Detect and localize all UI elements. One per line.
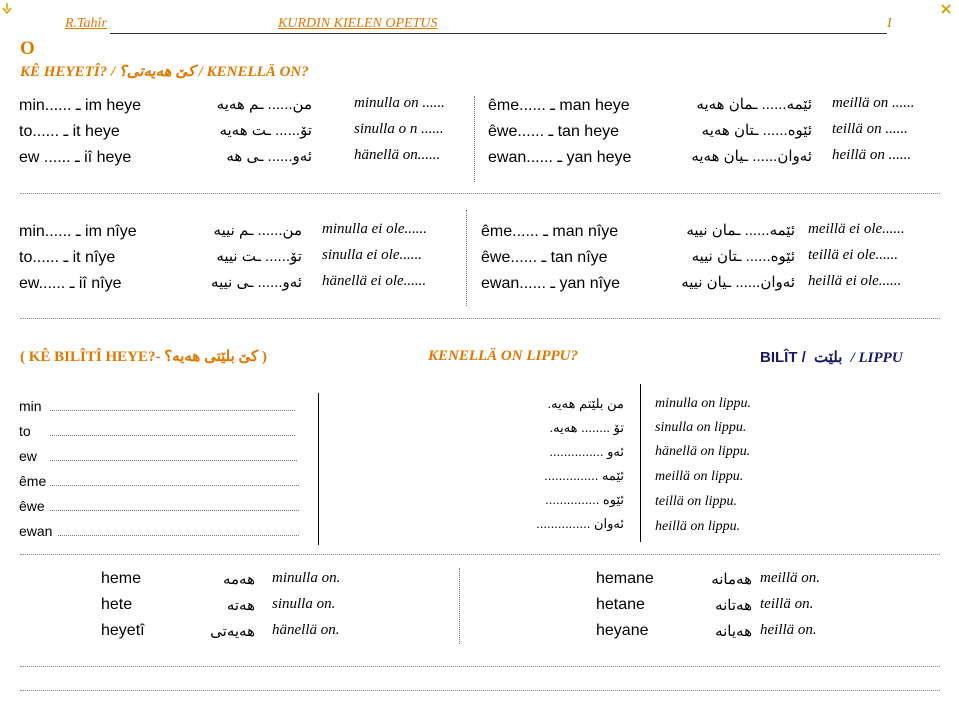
exercise-ar-0: من بلێتم هەیە. <box>547 396 624 411</box>
neg-right-fi-0: meillä ei ole...... <box>808 221 905 237</box>
neg-right-fi-2: heillä ei ole...... <box>808 273 902 289</box>
neg-left-ku-2: ew...... ـ iî nîye <box>19 275 122 292</box>
bottom-right-fi-2: heillä on. <box>760 622 817 638</box>
pos-left-ar-0: من...... ـم هەیە <box>216 96 312 113</box>
rule-5 <box>20 690 940 691</box>
neg-right-ar-0: ئێمە...... ـمان نیيە <box>686 222 795 239</box>
bottom-right-ar-1: هەتانە <box>715 597 752 614</box>
neg-left-ku-1: to...... ـ it nîye <box>19 249 116 266</box>
pos-right-ku-1: êwe...... ـ tan heye <box>488 123 619 140</box>
rule-4 <box>20 666 940 667</box>
rule-1 <box>20 193 940 194</box>
ticket-question-fi: KENELLÄ ON LIPPU? <box>428 348 578 364</box>
exercise-pronoun-1: to <box>19 423 31 439</box>
bottom-right-fi-1: teillä on. <box>760 596 814 612</box>
arrow-icon <box>2 2 12 14</box>
pos-right-fi-1: teillä on ...... <box>832 121 908 137</box>
pos-left-ku-2: ew ...... ـ iî heye <box>19 149 132 166</box>
ticket-question-ku: ( KÊ BILÎTÎ HEYE?- کێ بلێتی هەیە؟ ) <box>20 349 267 365</box>
page-number: I <box>887 16 892 31</box>
bottom-right-ar-0: هەمانە <box>711 571 752 588</box>
divider-middle <box>466 210 467 306</box>
answer-line-0[interactable] <box>50 410 295 411</box>
bottom-right-fi-0: meillä on. <box>760 570 820 586</box>
pos-right-fi-0: meillä on ...... <box>832 95 915 111</box>
bottom-right-ku-1: hetane <box>596 596 645 613</box>
exercise-ar-2: ئەو ............... <box>549 444 624 459</box>
answer-line-5[interactable] <box>58 535 299 536</box>
pos-left-fi-2: hänellä on...... <box>354 147 441 163</box>
rule-2 <box>20 318 940 319</box>
bottom-left-fi-0: minulla on. <box>272 570 341 586</box>
vocab-ar: بلێت <box>814 349 843 366</box>
bottom-left-ku-0: heme <box>101 570 142 587</box>
neg-left-ar-2: ئەو...... ـی نیيە <box>211 274 302 291</box>
divider-exercise-left <box>318 393 319 545</box>
pos-left-fi-0: minulla on ...... <box>354 95 445 111</box>
neg-left-fi-1: sinulla ei ole...... <box>322 247 422 263</box>
neg-right-ar-2: ئەوان...... ـیان نیيە <box>681 274 795 291</box>
answer-line-1[interactable] <box>50 435 295 436</box>
exercise-fi-4: teillä on lippu. <box>655 494 738 509</box>
exercise-ar-4: ئێوە ............... <box>545 492 624 507</box>
bottom-right-ar-2: هەیانە <box>715 623 752 640</box>
exercise-pronoun-5: ewan <box>19 523 53 539</box>
neg-right-ku-0: ême...... ـ man nîye <box>481 223 619 240</box>
exercise-pronoun-4: êwe <box>19 498 45 514</box>
pos-right-ar-0: ئێمە...... ـمان هەیە <box>696 96 812 113</box>
neg-left-fi-2: hänellä ei ole...... <box>322 273 427 289</box>
bottom-left-ku-2: heyetî <box>101 622 145 639</box>
section-title: KÊ HEYETÎ? / کێ هەیەتی؟ / KENELLÄ ON? <box>20 64 309 80</box>
pos-left-ku-1: to...... ـ it heye <box>19 123 120 140</box>
course-title: KURDIN KIELEN OPETUS <box>278 16 438 31</box>
exercise-pronoun-0: min <box>19 398 42 414</box>
pos-right-ar-2: ئەوان...... ـیان هەیە <box>691 148 812 165</box>
exercise-fi-3: meillä on lippu. <box>655 469 744 484</box>
answer-line-3[interactable] <box>50 485 299 486</box>
pos-left-ku-0: min...... ـ im heye <box>19 97 142 114</box>
neg-right-fi-1: teillä ei ole...... <box>808 247 898 263</box>
pos-right-fi-2: heillä on ...... <box>832 147 912 163</box>
exercise-ar-3: ئێمە ............... <box>544 468 624 483</box>
pos-right-ku-2: ewan...... ـ yan heye <box>488 149 632 166</box>
neg-left-ar-0: من...... ـم نیيە <box>213 222 302 239</box>
neg-right-ku-1: êwe...... ـ tan nîye <box>481 249 608 266</box>
author: R.Tahîr <box>65 16 107 31</box>
pos-left-ar-1: تۆ...... ـت هەیە <box>219 122 312 139</box>
divider-exercise-right <box>640 384 641 542</box>
pos-left-ar-2: ئەو...... ـی هە <box>226 148 312 165</box>
pos-right-ku-0: ême...... ـ man heye <box>488 97 630 114</box>
answer-line-2[interactable] <box>50 460 297 461</box>
exercise-ar-1: تۆ ........ هەیە. <box>549 420 624 435</box>
bottom-left-ku-1: hete <box>101 596 133 613</box>
neg-left-ar-1: تۆ...... ـت نیيە <box>216 248 302 265</box>
divider-top <box>474 96 475 182</box>
pos-right-ar-1: ئێوە...... ـتان هەیە <box>701 122 812 139</box>
divider-bottom <box>459 568 460 644</box>
bottom-right-ku-2: heyane <box>596 622 649 639</box>
exercise-ar-5: ئەوان ............... <box>536 516 624 531</box>
exercise-pronoun-3: ême <box>19 473 47 489</box>
exercise-fi-1: sinulla on lippu. <box>655 420 747 435</box>
exercise-pronoun-2: ew <box>19 448 37 464</box>
header-rule <box>110 33 887 34</box>
section-letter: O <box>20 38 35 59</box>
bottom-left-fi-1: sinulla on. <box>272 596 336 612</box>
neg-left-fi-0: minulla ei ole...... <box>322 221 427 237</box>
vocab-ku: BILÎT / <box>760 349 806 366</box>
rule-3 <box>20 554 940 555</box>
neg-right-ku-2: ewan...... ـ yan nîye <box>481 275 620 292</box>
exercise-fi-0: minulla on lippu. <box>655 396 752 411</box>
pos-left-fi-1: sinulla o n ...... <box>354 121 444 137</box>
bottom-right-ku-0: hemane <box>596 570 654 587</box>
bottom-left-ar-1: هەتە <box>226 597 255 614</box>
answer-line-4[interactable] <box>50 510 299 511</box>
vocab-box <box>760 348 903 367</box>
bottom-left-ar-2: هەیەتی <box>210 623 255 640</box>
exercise-fi-5: heillä on lippu. <box>655 519 741 534</box>
neg-right-ar-1: ئێوە...... ـتان نیيە <box>691 248 795 265</box>
bottom-left-fi-2: hänellä on. <box>272 622 340 638</box>
bottom-left-ar-0: هەمە <box>222 571 255 588</box>
close-icon[interactable] <box>940 2 952 14</box>
neg-left-ku-0: min...... ـ im nîye <box>19 223 137 240</box>
exercise-fi-2: hänellä on lippu. <box>655 444 751 459</box>
vocab-fi: / LIPPU <box>850 350 903 366</box>
